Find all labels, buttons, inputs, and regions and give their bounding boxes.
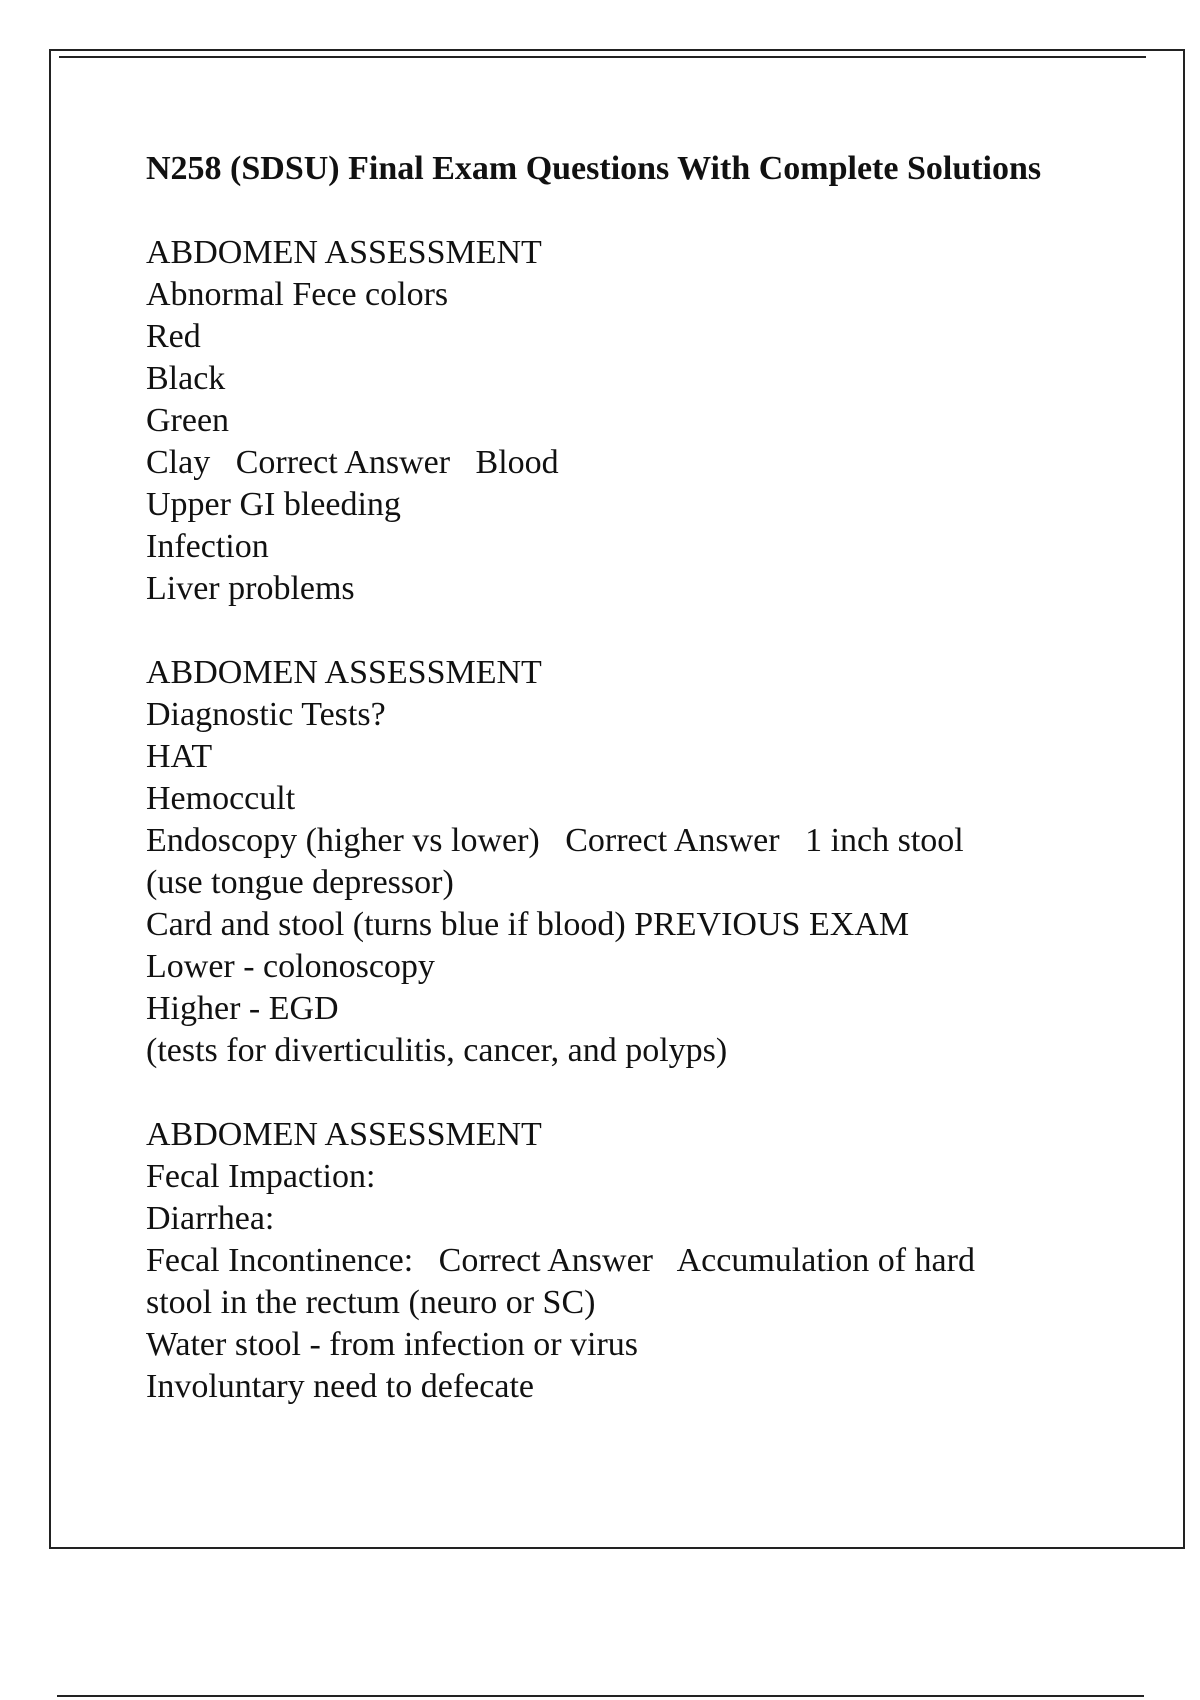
text-line: Liver problems bbox=[146, 570, 355, 607]
text-line: Higher - EGD bbox=[146, 990, 339, 1027]
bottom-rule bbox=[57, 1695, 1144, 1697]
text-line: Green bbox=[146, 402, 230, 439]
text-line: Clay Correct Answer Blood bbox=[146, 444, 559, 481]
text-line: Fecal Incontinence: Correct Answer Accumulation of hard bbox=[146, 1242, 975, 1279]
text-line: HAT bbox=[146, 738, 213, 775]
section-heading: ABDOMEN ASSESSMENT bbox=[146, 1116, 542, 1153]
text-line: Fecal Impaction: bbox=[146, 1158, 376, 1195]
text-line: Involuntary need to defecate bbox=[146, 1368, 534, 1405]
text-line: Red bbox=[146, 318, 201, 355]
text-line: (tests for diverticulitis, cancer, and polyps) bbox=[146, 1032, 728, 1069]
section-diagnostic-tests bbox=[146, 652, 1106, 1072]
text-line: stool in the rectum (neuro or SC) bbox=[146, 1284, 596, 1321]
text-line: Infection bbox=[146, 528, 269, 565]
text-line: Diarrhea: bbox=[146, 1200, 275, 1237]
text-line: Lower - colonoscopy bbox=[146, 948, 435, 985]
section-heading: ABDOMEN ASSESSMENT bbox=[146, 654, 542, 691]
section-fecal-conditions bbox=[146, 1114, 1106, 1408]
text-line: Abnormal Fece colors bbox=[146, 276, 449, 313]
document-title: N258 (SDSU) Final Exam Questions With Complete Solutions bbox=[146, 150, 1042, 187]
document-body bbox=[146, 148, 1106, 1450]
text-line: Hemoccult bbox=[146, 780, 296, 817]
text-line: Diagnostic Tests? bbox=[146, 696, 386, 733]
text-line: Water stool - from infection or virus bbox=[146, 1326, 639, 1363]
page-frame bbox=[49, 49, 1185, 1549]
text-line: (use tongue depressor) bbox=[146, 864, 454, 901]
top-rule bbox=[59, 56, 1146, 58]
text-line: Black bbox=[146, 360, 226, 397]
text-line: Endoscopy (higher vs lower) Correct Answer 1 inch stool bbox=[146, 822, 964, 859]
text-line: Card and stool (turns blue if blood) PREVIOUS EXAM bbox=[146, 906, 910, 943]
section-heading: ABDOMEN ASSESSMENT bbox=[146, 234, 542, 271]
section-fece-colors bbox=[146, 232, 1106, 610]
text-line: Upper GI bleeding bbox=[146, 486, 401, 523]
